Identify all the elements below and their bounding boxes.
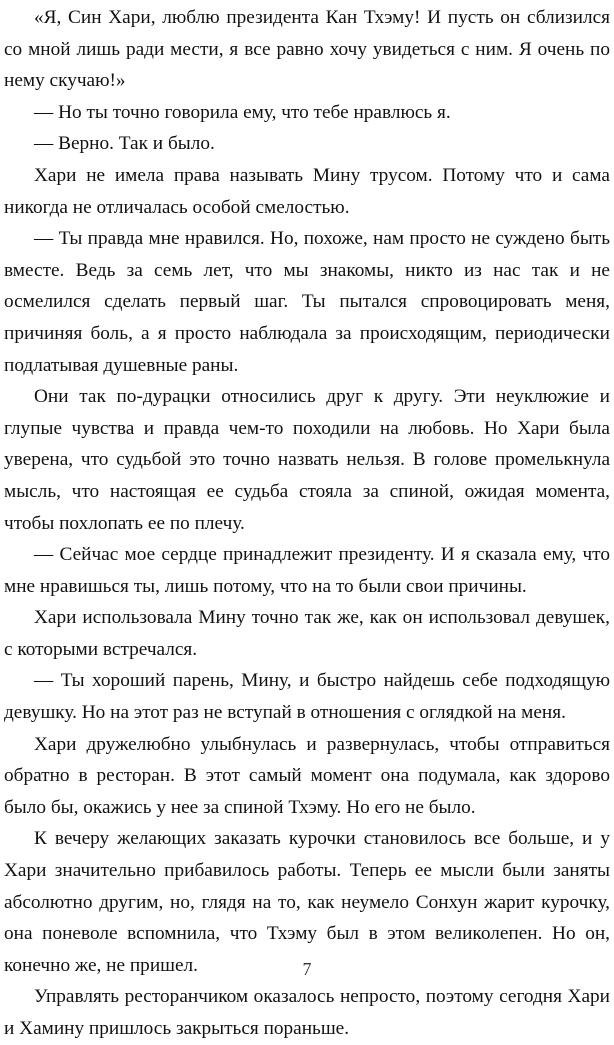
paragraph: — Но ты точно говорила ему, что тебе нравлюсь я.: [34, 101, 451, 123]
paragraph: Хари не имела права называть Мину трусом. Потому что и сама никогда не отличалась особой смелостью.: [4, 164, 610, 218]
body-text: [4, 2, 610, 1045]
paragraph: — Ты правда мне нравился. Но, похоже, нам просто не суждено быть вместе. Ведь за семь лет, что мы знакомы, никто из нас так и не осмелился сделать первый шаг. Ты пытался спровоцировать меня, причиняя боль, а я просто наблюдала за происходящим, периодически подлатывая душевные раны.: [4, 228, 610, 376]
paragraph: — Верно. Так и было.: [34, 133, 215, 155]
paragraph: «Я, Син Хари, люблю президента Кан Тхэму! И пусть он сблизился со мной лишь ради мести, я все равно хочу увидеться с ним. Я очень по нему скучаю!»: [4, 7, 610, 92]
paragraph: Хари дружелюбно улыбнулась и развернулась, чтобы отправиться обратно в ресторан. В этот самый момент она подумала, как здорово было бы, окажись у нее за спиной Тхэму. Но его не было.: [4, 733, 610, 818]
paragraph: — Ты хороший парень, Мину, и быстро найдешь себе подходящую девушку. Но на этот раз не вступай в отношения с оглядкой на меня.: [4, 670, 610, 724]
paragraph: Они так по-дурацки относились друг к другу. Эти неуклюжие и глупые чувства и правда чем-то походили на любовь. Но Хари была уверена, что судьбой это точно назвать нельзя. В голове промелькнула мысль, что настоящая ее судьба стояла за спиной, ожидая момента, чтобы похлопать ее по плечу.: [4, 386, 610, 534]
paragraph: Хари использовала Мину точно так же, как он использовал девушек, с которыми встречался.: [4, 607, 610, 660]
page-number: 7: [302, 959, 312, 979]
paragraph: — Сейчас мое сердце принадлежит президенту. И я сказала ему, что мне нравишься ты, лишь потому, что на то были свои причины.: [4, 544, 610, 597]
paragraph: К вечеру желающих заказать курочки становилось все больше, и у Хари значительно прибавилось работы. Теперь ее мысли были заняты абсолютно другим, но, глядя на то, как неумело Сонхун жарит курочку, она поневоле вспомнила, что Тхэму был в этом великолепен. Но он, конечно же, не пришел.: [4, 828, 610, 976]
paragraph: Управлять ресторанчиком оказалось непросто, поэтому сегодня Хари и Хамину пришлось закрыться пораньше.: [4, 986, 610, 1039]
